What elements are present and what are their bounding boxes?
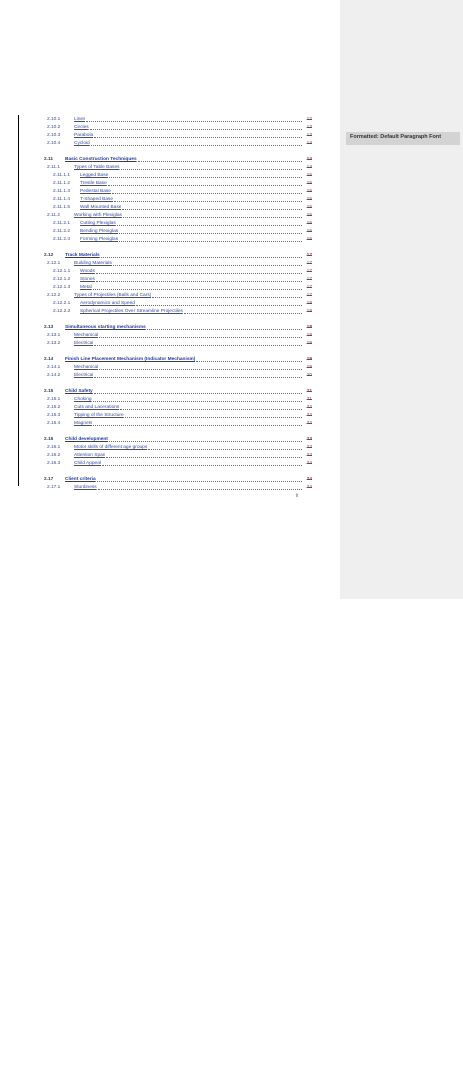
toc-entry[interactable] <box>0 116 463 123</box>
toc-entry-number: 2.13.2 <box>47 341 61 346</box>
toc-entry-leader <box>106 456 302 458</box>
toc-entry-leader <box>123 216 302 218</box>
toc-entry-title[interactable]: Aerodynamics and Speed <box>80 301 135 306</box>
toc-entry-page: 15 <box>306 173 312 178</box>
toc-entry[interactable] <box>0 300 463 307</box>
toc-entry[interactable] <box>0 340 463 347</box>
toc-entry[interactable] <box>0 372 463 379</box>
toc-entry-page: 21 <box>306 389 312 394</box>
toc-entry[interactable] <box>0 388 463 395</box>
toc-entry-title[interactable]: Stones <box>80 277 95 282</box>
toc-entry[interactable] <box>0 140 463 147</box>
page-number: ii <box>296 493 299 499</box>
toc-entry[interactable] <box>0 228 463 235</box>
toc-entry-leader <box>99 368 302 370</box>
toc-entry[interactable] <box>0 196 463 203</box>
toc-entry-leader <box>98 488 302 490</box>
toc-entry-title[interactable]: Electrical <box>74 341 94 346</box>
toc-entry-page: 16 <box>306 221 312 226</box>
toc-entry[interactable] <box>0 444 463 451</box>
toc-entry-number: 2.13 <box>44 325 54 330</box>
toc-entry-title[interactable]: Child Safety <box>65 389 93 394</box>
toc-entry-page: 18 <box>306 325 312 330</box>
toc-entry-number: 2.12 <box>44 253 54 258</box>
toc-entry-number: 2.11.1 <box>47 165 60 170</box>
toc-entry-page: 17 <box>306 253 312 258</box>
toc-entry-number: 2.16.3 <box>47 461 61 466</box>
toc-entry-leader <box>90 128 302 130</box>
toc-entry-page: 16 <box>306 229 312 234</box>
toc-entry-page: 23 <box>306 437 312 442</box>
toc-entry-number: 2.17 <box>44 477 54 482</box>
toc-entry-page: 17 <box>306 293 312 298</box>
toc-entry-leader <box>147 328 302 330</box>
toc-entry[interactable] <box>0 292 463 299</box>
toc-entry-title[interactable]: Simultaneous starting mechanisms <box>65 325 146 330</box>
toc-entry-page: 15 <box>306 205 312 210</box>
toc-entry-title[interactable]: Electrical <box>74 373 94 378</box>
toc-entry-number: 2.11.2.1 <box>53 221 70 226</box>
toc-entry[interactable] <box>0 476 463 483</box>
toc-entry-number: 2.11.1.1 <box>53 173 70 178</box>
toc-entry[interactable] <box>0 124 463 131</box>
toc-entry-title[interactable]: Client criteria <box>65 477 96 482</box>
toc-entry[interactable] <box>0 396 463 403</box>
toc-entry-leader <box>97 480 302 482</box>
toc-entry-number: 2.15 <box>44 389 54 394</box>
toc-entry-page: 14 <box>306 141 312 146</box>
toc-entry[interactable] <box>0 420 463 427</box>
toc-entry-number: 2.10.2 <box>47 125 61 130</box>
toc-entry-page: 23 <box>306 445 312 450</box>
toc-entry-title[interactable]: Child Appeal <box>74 461 101 466</box>
toc-entry-number: 2.17.1 <box>47 485 61 490</box>
toc-entry-page: 15 <box>306 189 312 194</box>
toc-entry-title[interactable]: Types of Projectiles (Balls and Cars) <box>74 293 152 298</box>
format-comment-label: Formatted: Default Paragraph Font <box>350 134 442 140</box>
toc-entry-leader <box>119 232 302 234</box>
toc-entry-leader <box>101 256 302 258</box>
toc-entry[interactable] <box>0 204 463 211</box>
toc-entry-title[interactable]: Trestle Base <box>80 181 107 186</box>
toc-entry-number: 2.15.3 <box>47 413 61 418</box>
toc-entry-title[interactable]: Types of Table Bases <box>74 165 120 170</box>
toc-entry-title[interactable]: Motor skills of different age groups <box>74 445 148 450</box>
toc-entry-title[interactable]: Circles <box>74 125 89 130</box>
toc-entry-title[interactable]: Parabola <box>74 133 94 138</box>
toc-entry-title[interactable]: Attention Span <box>74 453 106 458</box>
toc-entry-page: 24 <box>306 485 312 490</box>
toc-entry-leader <box>91 144 302 146</box>
toc-entry[interactable] <box>0 260 463 267</box>
toc-entry-leader <box>93 288 302 290</box>
toc-entry-title[interactable]: Forming Plexiglas <box>80 237 119 242</box>
toc-entry-leader <box>109 176 302 178</box>
toc-entry-page: 17 <box>306 261 312 266</box>
toc-entry-number: 2.14 <box>44 357 54 362</box>
toc-entry-leader <box>184 312 302 314</box>
toc-entry[interactable] <box>0 460 463 467</box>
toc-entry-leader <box>86 120 302 122</box>
toc-entry-title[interactable]: Woods <box>80 269 95 274</box>
toc-entry-number: 2.13.1 <box>47 333 61 338</box>
toc-entry-number: 2.11.1.2 <box>53 181 70 186</box>
toc-entry-leader <box>94 376 302 378</box>
toc-entry-page: 22 <box>306 405 312 410</box>
toc-entry-leader <box>94 392 302 394</box>
toc-entry-page: 15 <box>306 213 312 218</box>
toc-entry-number: 2.15.4 <box>47 421 61 426</box>
toc-entry-leader <box>93 424 302 426</box>
toc-entry[interactable] <box>0 220 463 227</box>
toc-entry-number: 2.12.1.2 <box>53 277 71 282</box>
toc-entry-leader <box>99 336 302 338</box>
toc-entry-title[interactable]: Child development <box>65 437 108 442</box>
toc-entry-leader <box>122 208 302 210</box>
toc-entry-page: 23 <box>306 453 312 458</box>
toc-entry-number: 2.11.1.5 <box>53 205 70 210</box>
toc-entry[interactable] <box>0 172 463 179</box>
toc-entry-leader <box>138 160 302 162</box>
toc-entry-page: 14 <box>306 157 312 162</box>
toc-entry-page: 15 <box>306 181 312 186</box>
toc-entry-leader <box>152 296 302 298</box>
toc-entry-title[interactable]: Metal <box>80 285 92 290</box>
toc-entry[interactable] <box>0 132 463 139</box>
toc-entry-leader <box>102 464 302 466</box>
toc-entry-leader <box>114 200 302 202</box>
toc-entry-page: 18 <box>306 333 312 338</box>
toc-entry[interactable] <box>0 484 463 491</box>
toc-entry-leader <box>136 304 302 306</box>
toc-entry[interactable] <box>0 164 463 171</box>
toc-entry-number: 2.16.1 <box>47 445 61 450</box>
toc-entry[interactable] <box>0 436 463 443</box>
toc-entry-leader <box>109 440 302 442</box>
toc-entry[interactable] <box>0 452 463 459</box>
toc-entry-title[interactable]: Cuts and Lacerations <box>74 405 120 410</box>
toc-entry-title[interactable]: T-Shaped Base <box>80 197 114 202</box>
toc-entry-title[interactable]: Cycloid <box>74 141 90 146</box>
toc-entry-number: 2.11.1.3 <box>53 189 70 194</box>
toc-entry-page: 21 <box>306 397 312 402</box>
toc-entry-page: 20 <box>306 373 312 378</box>
toc-entry-number: 2.14.1 <box>47 365 61 370</box>
toc-entry-title[interactable]: Basic Construction Techniques <box>65 157 137 162</box>
toc-entry-page: 12 <box>306 117 312 122</box>
toc-entry-leader <box>94 344 302 346</box>
toc-entry-leader <box>196 360 302 362</box>
toc-entry-number: 2.12.2.2 <box>53 309 71 314</box>
toc-entry-leader <box>112 192 302 194</box>
toc-entry-number: 2.12.2 <box>47 293 61 298</box>
toc-entry-title[interactable]: Finish Line Placement Mechanism (Indicator Mechanism) <box>65 357 196 362</box>
toc-entry-title[interactable]: Lines <box>74 117 86 122</box>
toc-entry[interactable] <box>0 236 463 243</box>
toc-entry-title[interactable]: Cutting Plexiglas <box>80 221 116 226</box>
toc-entry-number: 2.11.2 <box>47 213 60 218</box>
toc-entry-title[interactable]: Wall Mounted Base <box>80 205 122 210</box>
toc-entry-page: 19 <box>306 357 312 362</box>
toc-entry[interactable] <box>0 156 463 163</box>
toc-entry-leader <box>108 184 302 186</box>
toc-entry-page: 17 <box>306 269 312 274</box>
toc-entry-number: 2.12.1.1 <box>53 269 71 274</box>
toc-entry-number: 2.12.1 <box>47 261 61 266</box>
toc-entry-page: 19 <box>306 341 312 346</box>
toc-entry[interactable] <box>0 308 463 315</box>
toc-entry-title[interactable]: Mechanical <box>74 365 99 370</box>
toc-entry-leader <box>96 280 302 282</box>
toc-entry-title[interactable]: Legged Base <box>80 173 109 178</box>
toc-entry-title[interactable]: Spherical Projectiles Over Streamline Projectiles <box>80 309 183 314</box>
toc-entry-title[interactable]: Choking <box>74 397 92 402</box>
toc-entry-number: 2.11.2.2 <box>53 229 70 234</box>
toc-entry-number: 2.11 <box>44 157 54 162</box>
toc-entry-leader <box>113 264 302 266</box>
toc-entry-number: 2.14.2 <box>47 373 61 378</box>
toc-entry-title[interactable]: Magnets <box>74 421 93 426</box>
toc-entry[interactable] <box>0 404 463 411</box>
toc-entry-number: 2.10.4 <box>47 141 61 146</box>
toc-entry-leader <box>94 136 302 138</box>
toc-entry-page: 24 <box>306 477 312 482</box>
toc-entry-number: 2.11.2.3 <box>53 237 70 242</box>
toc-entry-title[interactable]: Building Materials <box>74 261 112 266</box>
toc-entry-leader <box>125 416 302 418</box>
toc-entry-page: 17 <box>306 277 312 282</box>
toc-entry-page: 19 <box>306 365 312 370</box>
toc-entry-title[interactable]: Track Materials <box>65 253 100 258</box>
toc-entry[interactable] <box>0 276 463 283</box>
toc-entry[interactable] <box>0 268 463 275</box>
toc-entry-title[interactable]: Working with Plexiglas <box>74 213 122 218</box>
toc-entry[interactable] <box>0 188 463 195</box>
toc-entry[interactable] <box>0 412 463 419</box>
toc-entry-number: 2.12.1.3 <box>53 285 71 290</box>
toc-entry-number: 2.12.2.1 <box>53 301 71 306</box>
toc-entry-page: 15 <box>306 197 312 202</box>
toc-entry-number: 2.15.1 <box>47 397 61 402</box>
toc-entry-title[interactable]: Bending Plexiglas <box>80 229 119 234</box>
toc-entry-leader <box>121 168 302 170</box>
toc-entry[interactable] <box>0 332 463 339</box>
toc-entry-leader <box>119 240 302 242</box>
toc-entry-number: 2.16 <box>44 437 54 442</box>
toc-entry-title[interactable]: Pedestal Base <box>80 189 111 194</box>
toc-entry-leader <box>120 408 302 410</box>
toc-entry-page: 13 <box>306 133 312 138</box>
toc-entry-page: 17 <box>306 285 312 290</box>
toc-entry-page: 24 <box>306 461 312 466</box>
toc-entry-page: 13 <box>306 125 312 130</box>
toc-entry[interactable] <box>0 180 463 187</box>
toc-entry-page: 14 <box>306 165 312 170</box>
toc-entry-title[interactable]: Sturdiness <box>74 485 97 490</box>
toc-entry-number: 2.15.2 <box>47 405 61 410</box>
toc-entry-number: 2.10.3 <box>47 133 61 138</box>
toc-entry-leader <box>93 400 302 402</box>
toc-entry-page: 22 <box>306 421 312 426</box>
toc-entry[interactable] <box>0 356 463 363</box>
toc-entry-number: 2.11.1.4 <box>53 197 70 202</box>
toc-entry-number: 2.16.2 <box>47 453 61 458</box>
toc-entry-leader <box>96 272 302 274</box>
toc-entry-number: 2.10.1 <box>47 117 61 122</box>
toc-entry[interactable] <box>0 252 463 259</box>
toc-entry[interactable] <box>0 364 463 371</box>
toc-entry-page: 18 <box>306 309 312 314</box>
toc-entry-title[interactable]: Mechanical <box>74 333 99 338</box>
toc-entry[interactable] <box>0 324 463 331</box>
toc-entry[interactable] <box>0 212 463 219</box>
toc-entry[interactable] <box>0 284 463 291</box>
toc-entry-leader <box>117 224 302 226</box>
toc-entry-page: 22 <box>306 413 312 418</box>
toc-entry-leader <box>148 448 302 450</box>
toc-entry-page: 18 <box>306 301 312 306</box>
toc-entry-page: 16 <box>306 237 312 242</box>
toc-entry-title[interactable]: Tipping of the Structure <box>74 413 124 418</box>
